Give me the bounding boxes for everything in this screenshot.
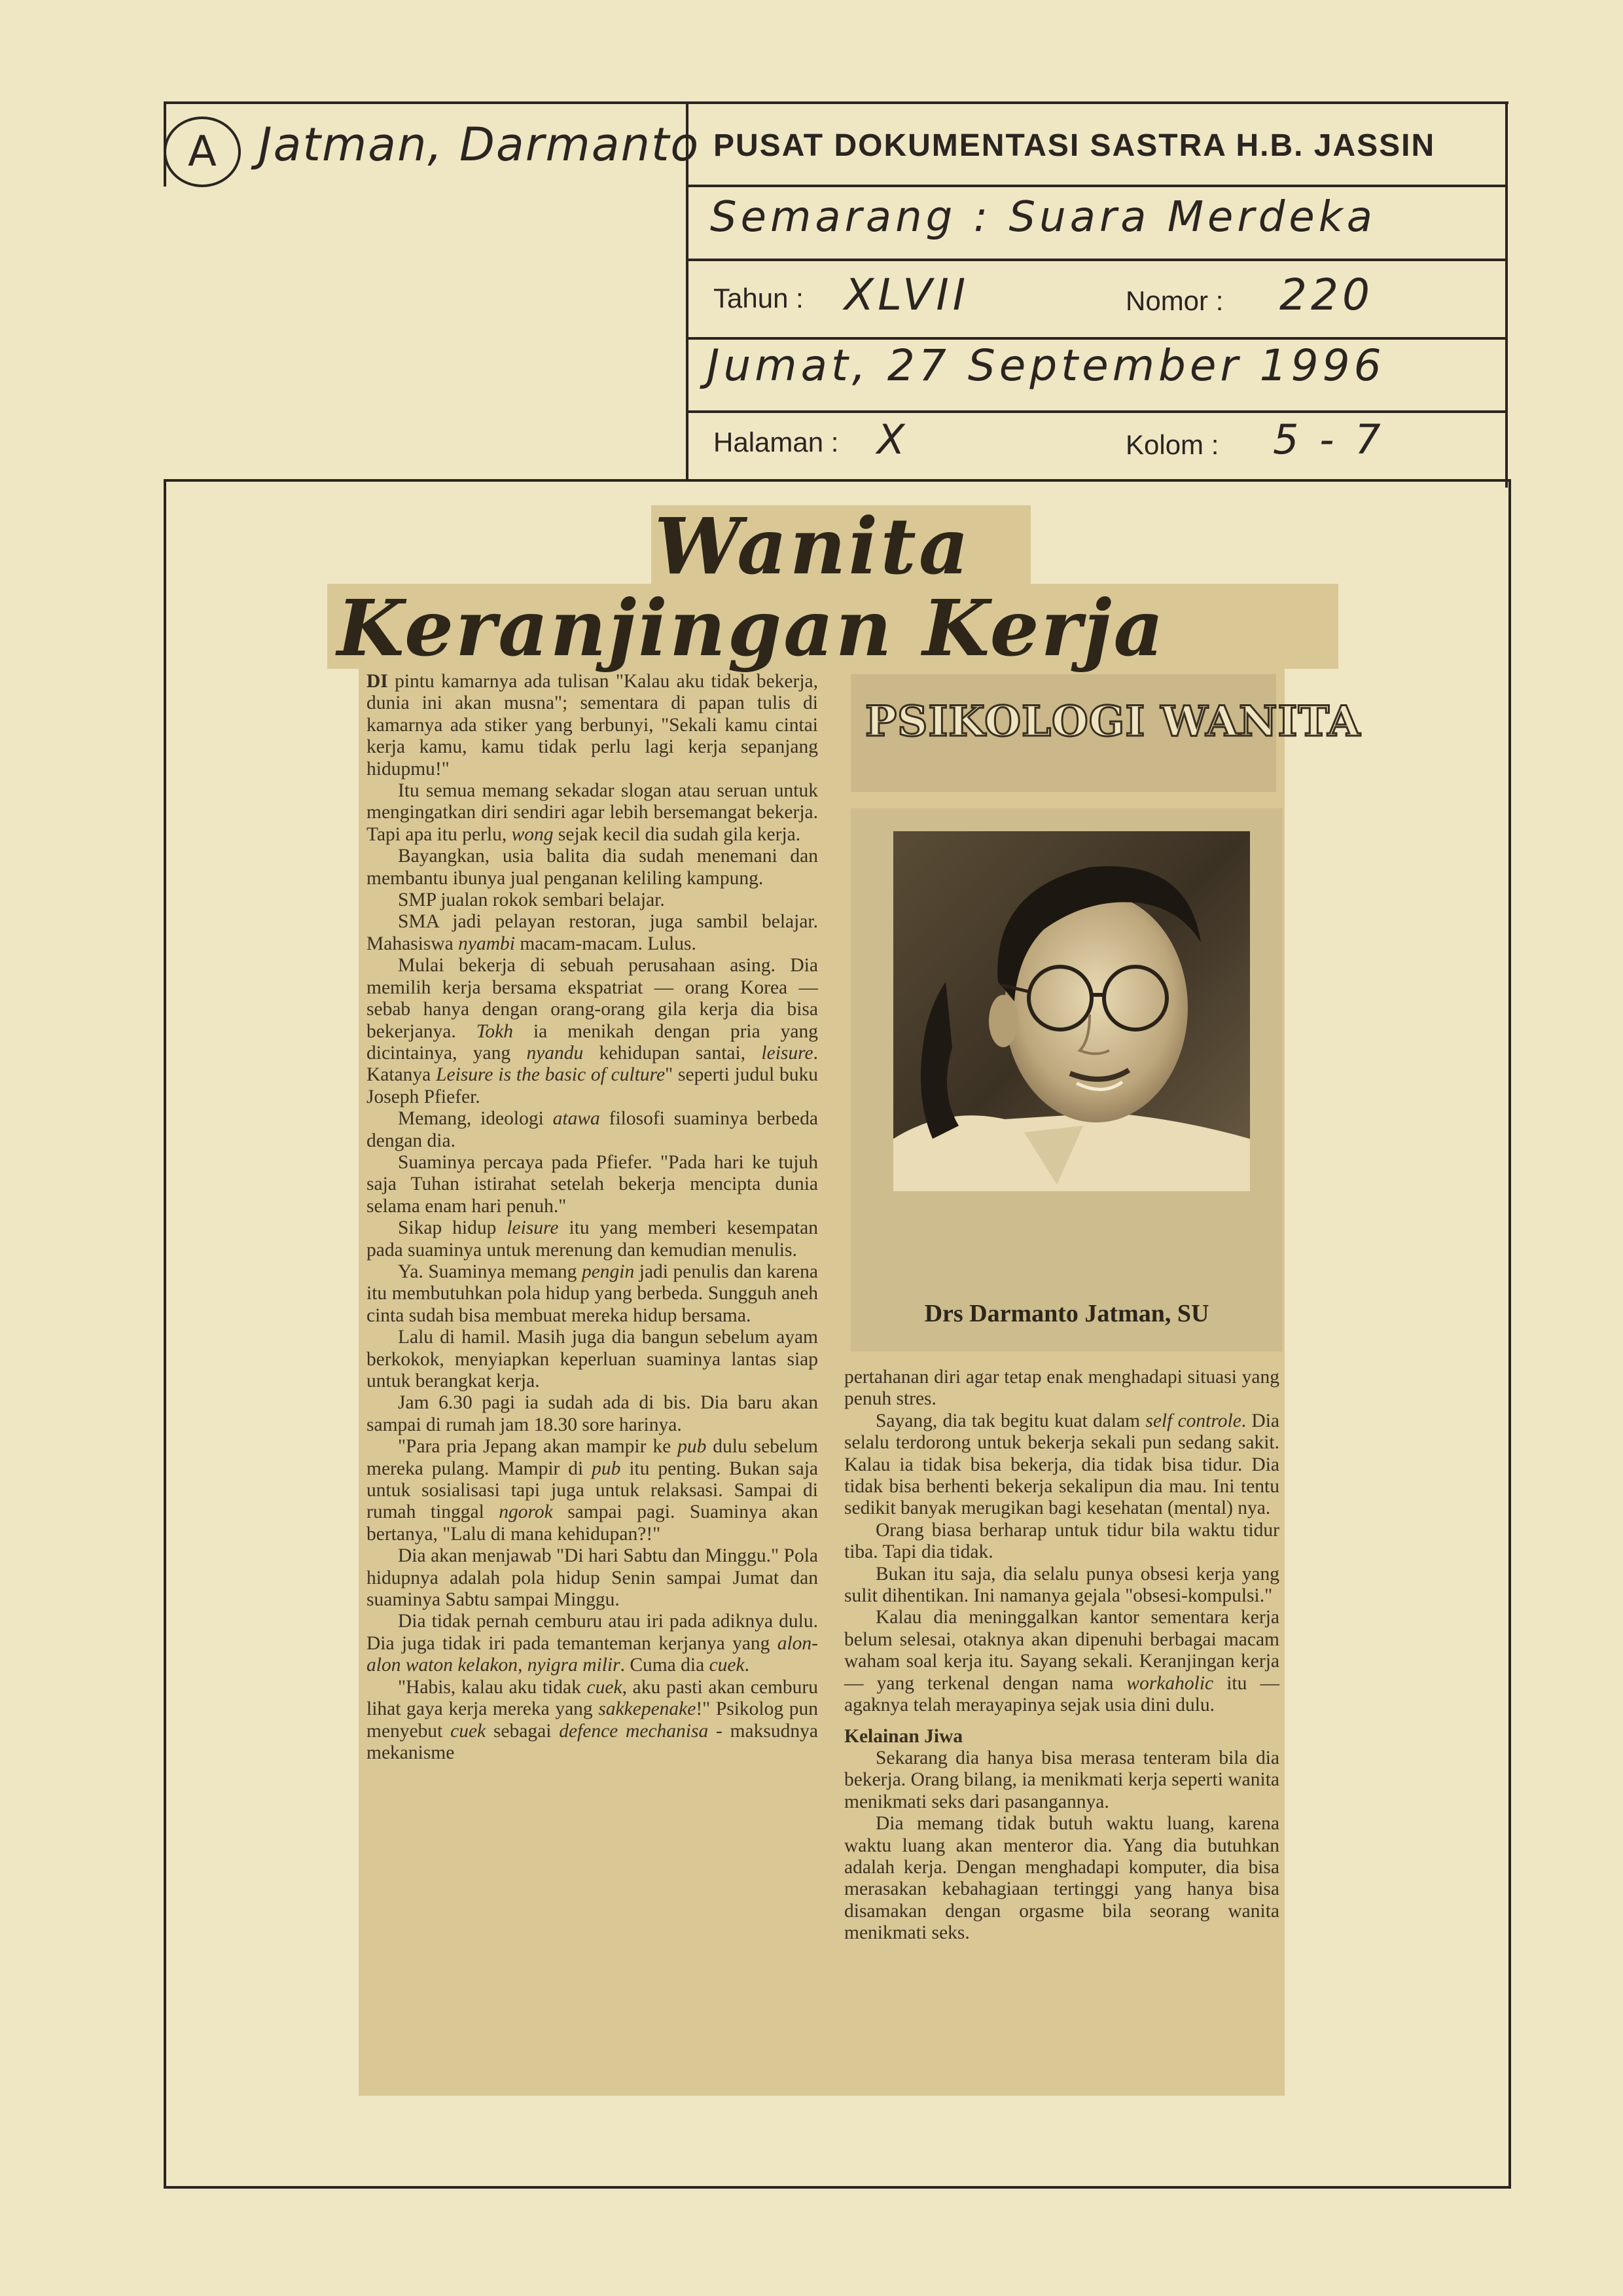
paragraph: Dia akan menjawab "Di hari Sabtu dan Minggu." Pola hidupnya adalah pola hidup Senin sampai Jumat dan suaminya Sabtu sampai Minggu. [366,1545,818,1611]
kolom-label: Kolom : [1126,429,1219,460]
paragraph [366,1436,818,1545]
header-row-line-3 [686,337,1507,340]
italic-text: ngorok [499,1501,553,1523]
text: , aku pasti akan cemburu lihat gaya kerja mereka yang [366,1676,818,1720]
text: Kalau dia meninggalkan kantor sementara kerja belum selesai, otaknya akan dipenuhi berbagai macam waham soal kerja itu. Sayang sekali. Keranjingan kerja — yang terkenal dengan nama [844,1607,1279,1694]
article-column-2 [844,1367,1279,1945]
text: . Dia selalu terdorong untuk bekerja sekali pun sedang sakit. Kalau ia tidak bisa bekerja, dia tidak bisa tidur. Dia tidak bisa berhenti bekerja sekalipun dia mau. Ini tentu sedikit banyak merugikan bagi kesehatan (mental) nya. [844,1410,1280,1519]
article-title-line1: Wanita [654,501,972,592]
author-photo [893,831,1250,1191]
paragraph [366,1261,818,1327]
clipping-frame-bottom [164,2186,1511,2189]
text: SMA jadi pelayan restoran, juga sambil belajar. Mahasiswa [366,911,818,954]
halaman-value: X [877,416,909,463]
italic-text: atawa [552,1108,600,1130]
paragraph [366,1611,818,1676]
paragraph [844,1607,1279,1716]
paragraph: Orang biasa berharap untuk tidur bila waktu tidur tiba. Tapi dia tidak. [844,1519,1279,1563]
paragraph: Bayangkan, usia balita dia sudah menemani dan membantu ibunya jual penganan keliling kampung. [366,846,818,889]
text: "Para pria Jepang akan mampir ke [398,1436,678,1458]
text: ia menikah dengan pria yang dicintainya, yang [366,1020,818,1064]
paragraph [366,1677,818,1765]
text: Sayang, dia tak begitu kuat dalam [876,1410,1146,1431]
italic-text: pub [677,1436,707,1458]
paragraph [366,955,818,1108]
text: Sikap hidup [398,1217,507,1239]
header-right-line [1505,101,1508,488]
text: Memang, ideologi [398,1108,553,1130]
paragraph: Suaminya percaya pada Pfiefer. "Pada hari ke tujuh saja Tuhan istirahat setelah bekerja mencipta dunia selama enam hari penuh." [366,1151,818,1217]
paragraph: Lalu di hamil. Masih juga dia bangun sebelum ayam berkokok, menyiapkan keperluan suaminya lantas siap untuk berangkat kerja. [366,1327,818,1391]
paragraph: Jam 6.30 pagi ia sudah ada di bis. Dia baru akan sampai di rumah jam 18.30 sore harinya. [366,1392,818,1435]
italic-text: leisure [507,1217,559,1239]
header-row-line-5 [164,479,1508,482]
text: macam-macam. Lulus. [514,933,696,954]
italic-text: cuek [709,1655,745,1676]
tahun-value: XLVII [844,270,970,320]
text: itu yang memberi kesempatan pada suaminya untuk merenung dan kemudian menulis. [366,1217,818,1261]
italic-text: wong [511,823,554,845]
italic-text: cuek [586,1676,622,1698]
text: !" Psikolog pun menyebut [366,1698,818,1742]
text: Ya. Suaminya memang [398,1261,582,1282]
italic-text: nyandu [526,1042,584,1064]
paragraph: Bukan itu saja, dia selalu punya obsesi kerja yang sulit dihentikan. Ini namanya gejala "obsesi-kompulsi." [844,1563,1279,1607]
header-row-line-1 [686,185,1507,187]
clipping-frame-left [164,479,166,2189]
text: "Habis, kalau aku tidak [398,1676,587,1698]
header-row-line-2 [686,259,1507,261]
text: Itu semua memang sekadar slogan atau seruan untuk mengingatkan diri sendiri agar lebih bersemangat bekerja. Tapi apa itu perlu, [366,780,818,845]
text: . Cuma dia [620,1655,709,1676]
paragraph [366,911,818,955]
text: itu penting. Bukan saja untuk sosialisasi tapi juga untuk relaksasi. Sampai di rumah tinggal [366,1458,818,1523]
nomor-label: Nomor : [1126,285,1224,316]
category-circle: A [164,117,241,187]
drop-in: DI [366,671,388,692]
text: . Katanya [366,1042,818,1086]
paragraph [366,780,818,846]
photo-caption: Drs Darmanto Jatman, SU [924,1300,1209,1327]
italic-text: sakkepenake [598,1698,696,1720]
rubric-title: PSIKOLOGI WANITA [865,697,1361,746]
italic-text: defence mechanisa [559,1720,709,1742]
nomor-value: 220 [1279,270,1374,320]
text: sampai pagi. Suaminya akan bertanya, "Lalu di mana kehidupan?!" [366,1501,818,1545]
italic-text: nyambi [458,933,515,954]
italic-text: pub [592,1458,621,1479]
text: filosofi suaminya berbeda dengan dia. [366,1108,818,1151]
handwritten-author: Jatman, Darmanto [259,118,700,171]
italic-text: Tokh [476,1020,514,1042]
text: Dia tidak pernah cemburu atau iri pada adiknya dulu. Dia juga tidak iri pada temanteman kerjanya yang [366,1611,818,1654]
section-subhead: Kelainan Jiwa [844,1725,963,1747]
paragraph [366,1108,818,1152]
handwritten-date: Jumat, 27 September 1996 [707,340,1385,391]
text: . [744,1655,749,1676]
article-column-1 [366,671,818,1764]
italic-text: Leisure is the basic of culture [436,1064,666,1086]
text: itu — agaknya telah merayapinya sejak usia dini dulu. [844,1672,1279,1716]
italic-text: pengin [581,1261,635,1282]
halaman-label: Halaman : [713,427,839,457]
text: - maksudnya mekanisme [366,1720,818,1763]
text: Mulai bekerja di sebuah perusahaan asing. Dia memilih kerja bersama ekspatriat — orang Korea — sebab hanya dengan orang-orang gila kerja dia bisa bekerjanya. [366,955,818,1042]
kolom-value: 5 - 7 [1273,416,1385,463]
text: jadi penulis dan karena itu membutuhkan pola hidup yang berbeda. Sungguh aneh cinta sudah bisa membuat mereka hidup bersama. [366,1261,818,1326]
text: sejak kecil dia sudah gila kerja. [553,823,801,845]
institution-name: PUSAT DOKUMENTASI SASTRA H.B. JASSIN [713,128,1436,163]
paragraph: Sekarang dia hanya bisa merasa tenteram bila dia bekerja. Orang bilang, ia menikmati kerja seperti wanita menikmati seks dari pasangannya. [844,1747,1279,1812]
text: dulu sebelum mereka pulang. Mampir di [366,1436,818,1479]
text: kehidupan santai, [583,1042,762,1064]
clipping-frame-right [1508,479,1511,2189]
text: sebagai [486,1720,560,1742]
paragraph: Dia memang tidak butuh waktu luang, karena waktu luang akan menteror dia. Yang dia butuhkan adalah kerja. Dengan menghadapi komputer, dia bisa merasakan kebahagiaan tertinggi yang hanya bisa disamakan dengan orgasme bila seorang wanita menikmati seks. [844,1813,1279,1944]
text: " seperti judul buku Joseph Pfiefer. [366,1064,818,1107]
header-row-line-4 [686,410,1507,413]
paragraph: SMP jualan rokok sembari belajar. [398,889,665,911]
italic-text: alon-alon waton kelakon, nyigra milir [366,1632,818,1676]
paragraph [366,1217,818,1261]
italic-text: cuek [450,1720,486,1742]
article-title-line2: Keranjingan Kerja [337,583,1166,673]
handwritten-source: Semarang : Suara Merdeka [710,193,1376,242]
paragraph [366,671,818,780]
header-top-line [164,101,1508,104]
tahun-label: Tahun : [713,283,804,314]
text: pintu kamarnya ada tulisan "Kalau aku tidak bekerja, dunia ini akan musna"; sementara di papan tulis di kamarnya ada stiker yang berbunyi, "Sekali kamu cintai kerja kamu, kamu tidak perlu lagi kerja sepanjang hidupmu!" [366,671,818,780]
paragraph: pertahanan diri agar tetap enak menghadapi situasi yang penuh stres. [844,1367,1279,1410]
paragraph [844,1410,1279,1520]
italic-text: leisure [761,1042,813,1064]
italic-text: self controle [1145,1410,1241,1431]
italic-text: workaholic [1126,1672,1214,1694]
